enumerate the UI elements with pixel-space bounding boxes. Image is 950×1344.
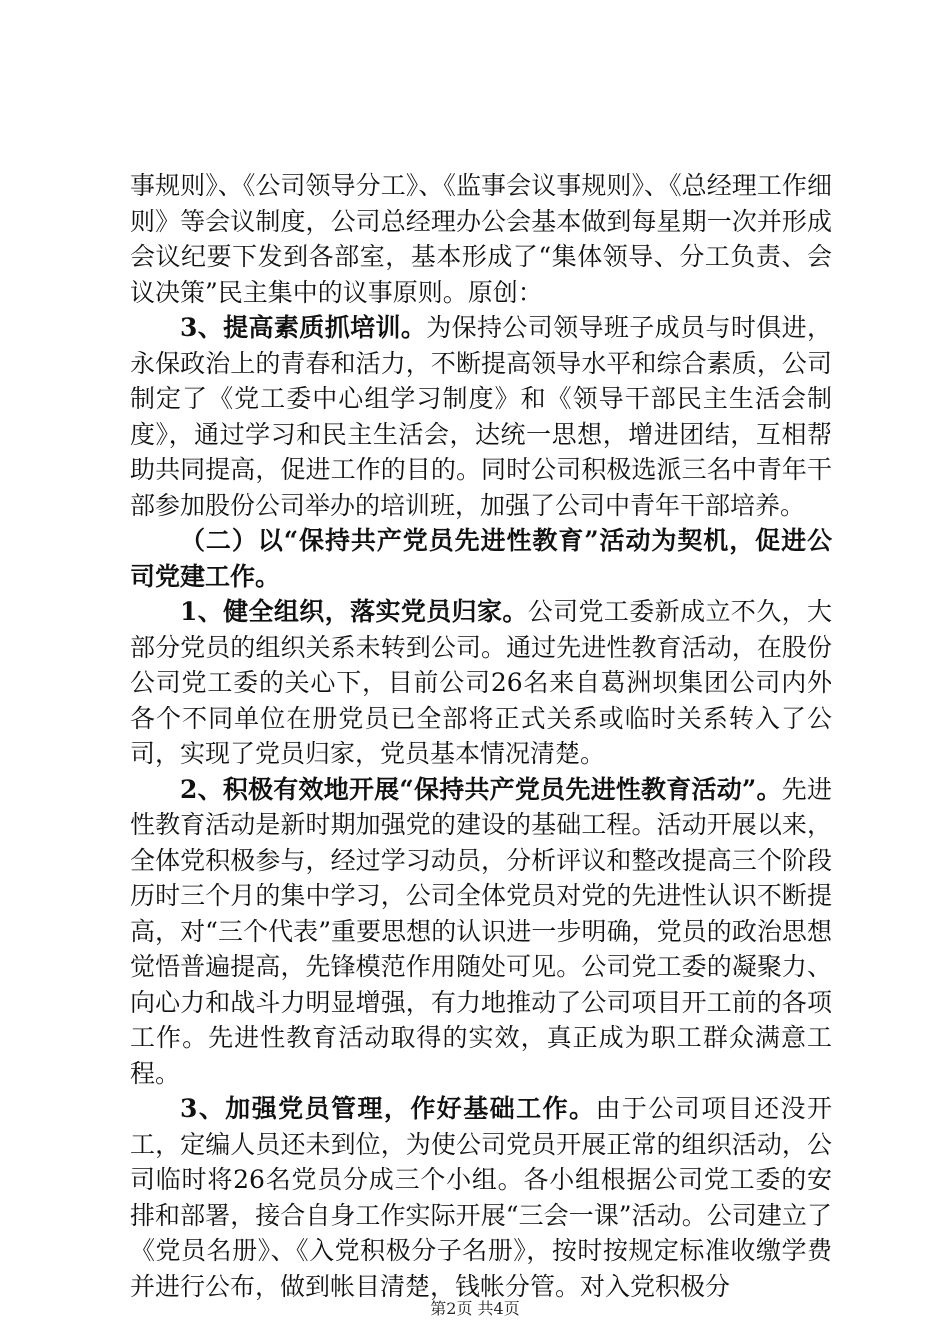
paragraph-lead: 3、加强党员管理，作好基础工作。	[180, 1094, 596, 1123]
paragraph-continuation	[130, 168, 832, 310]
paragraph-text: 事规则》、《公司领导分工》、《监事会议事规则》、《总经理工作细则》等会议制度，公司总经理办公会基本做到每星期一次并形成会议纪要下发到各部室，基本形成了“集体领导、分工负责、会议决策”民主集中的议事原则。原创：	[130, 171, 832, 307]
paragraph-lead: 1、健全组织，落实党员归家。	[180, 597, 528, 626]
paragraph-item-1-organization	[130, 594, 832, 772]
page-number-footer: 第2页 共4页	[430, 1299, 520, 1318]
paragraph-item-3-management	[130, 1091, 832, 1304]
section-heading-text: （二）以“保持共产党员先进性教育”活动为契机，促进公司党建工作。	[130, 526, 832, 591]
paragraph-text: 由于公司项目还没开工，定编人员还未到位，为使公司党员开展正常的组织活动，公司临时将26名党员分成三个小组。各小组根据公司党工委的安排和部署，接合自身工作实际开展“三会一课”活动。公司建立了《党员名册》、《入党积极分子名册》，按时按规定标准收缴学费并进行公布，做到帐目清楚，钱帐分管。对入党积极分	[130, 1094, 832, 1301]
document-body	[130, 168, 832, 1304]
paragraph-lead: 2、积极有效地开展“保持共产党员先进性教育活动”。	[180, 774, 782, 804]
section-heading	[130, 523, 832, 594]
paragraph-text: 先进性教育活动是新时期加强党的建设的基础工程。活动开展以来，全体党积极参与，经过学习动员，分析评议和整改提高三个阶段历时三个月的集中学习，公司全体党员对党的先进性认识不断提高，对“三个代表”重要思想的认识进一步明确，党员的政治思想觉悟普遍提高，先锋模范作用随处可见。公司党工委的凝聚力、向心力和战斗力明显增强，有力地推动了公司项目开工前的各项工作。先进性教育活动取得的实效，真正成为职工群众满意工程。	[130, 774, 832, 1088]
paragraph-lead: 3、提高素质抓培训。	[180, 313, 427, 342]
paragraph-text: 为保持公司领导班子成员与时俱进，永保政治上的青春和活力，不断提高领导水平和综合素质，公司制定了《党工委中心组学习制度》和《领导干部民主生活会制度》，通过学习和民主生活会，达统一思想，增进团结，互相帮助共同提高，促进工作的目的。同时公司积极选派三名中青年干部参加股份公司举办的培训班，加强了公司中青年干部培养。	[130, 313, 832, 520]
paragraph-text: 公司党工委新成立不久，大部分党员的组织关系未转到公司。通过先进性教育活动，在股份公司党工委的关心下，目前公司26名来自葛洲坝集团公司内外各个不同单位在册党员已全部将正式关系或临时关系转入了公司，实现了党员归家，党员基本情况清楚。	[130, 597, 832, 768]
paragraph-item-3-training	[130, 310, 832, 523]
paragraph-item-2-education	[130, 772, 832, 1092]
